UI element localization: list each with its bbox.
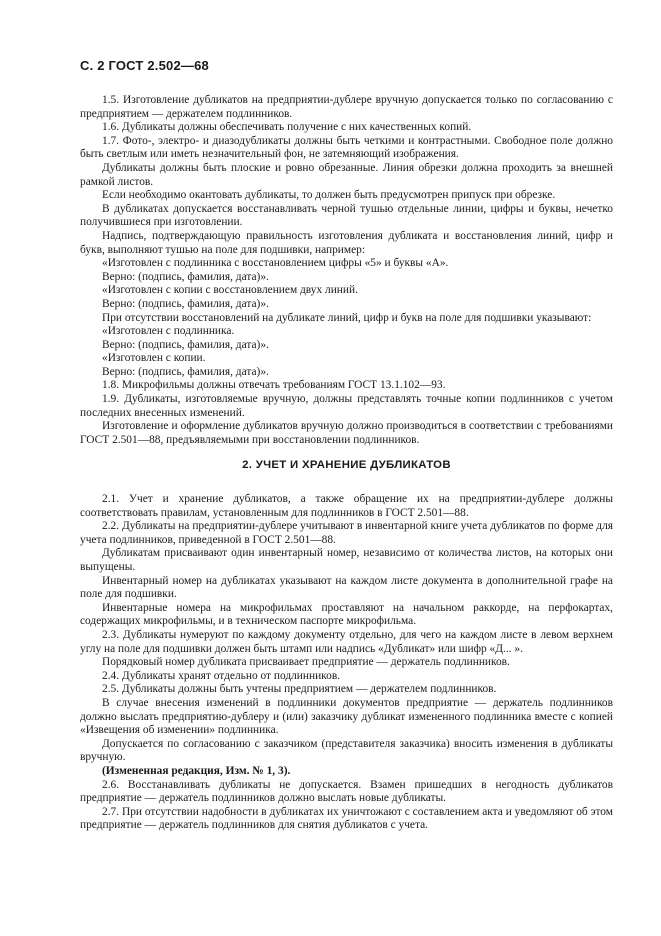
paragraph: В случае внесения изменений в подлинники документов предприятие — держатель подлинников должно выслать предприятию-дублеру и (или) заказчику дубликат измененного подлинника вместе с копией «Извещения об изменении» подлинника. — [80, 696, 613, 737]
paragraph: Инвентарные номера на микрофильмах проставляют на начальном раккорде, на перфокартах, содержащих микрофильмы, и в техническом паспорте микрофильма. — [80, 601, 613, 628]
running-head: С. 2 ГОСТ 2.502—68 — [80, 58, 209, 73]
paragraph: 1.9. Дубликаты, изготовляемые вручную, должны представлять точные копии подлинников с учетом последних внесенных изменений. — [80, 393, 613, 419]
paragraph: 2.1. Учет и хранение дубликатов, а также обращение их на предприятии-дублере должны соответствовать правилам, установленным для подлинников в ГОСТ 2.501—88. — [80, 493, 613, 519]
paragraph: Изготовление и оформление дубликатов вручную должно производиться в соответствии с требованиями ГОСТ 2.501—88, предъявляемыми при восстановлении подлинников. — [80, 420, 613, 446]
paragraph: Инвентарный номер на дубликатах указывают на каждом листе документа в дополнительной графе на поле для подшивки. — [80, 574, 613, 601]
amendment-note: (Измененная редакция, Изм. № 1, 3). — [102, 764, 291, 777]
example-line: «Изготовлен с копии с восстановлением двух линий. — [102, 284, 358, 297]
paragraph: Дубликаты должны быть плоские и ровно обрезанные. Линия обрезки должна проходить за внешней рамкой листов. — [80, 161, 613, 188]
paragraph: 2.7. При отсутствии надобности в дубликатах их уничтожают с составлением акта и уведомляют об этом предприятие — держатель подлинников для снятия дубликатов с учета. — [80, 805, 613, 832]
paragraph: Порядковый номер дубликата присваивает предприятие — держатель подлинников. — [102, 656, 510, 669]
example-line: «Изготовлен с подлинника с восстановлением цифры «5» и буквы «А». — [102, 257, 449, 270]
example-line: Верно: (подпись, фамилия, дата)». — [102, 338, 269, 351]
paragraph: При отсутствии восстановлений на дубликате линий, цифр и букв на поле для подшивки указывают: — [102, 311, 592, 324]
paragraph: Дубликатам присваивают один инвентарный номер, независимо от количества листов, на которых они выпущены. — [80, 547, 613, 573]
paragraph: 2.3. Дубликаты нумеруют по каждому документу отдельно, для чего на каждом листе в левом верхнем углу на поле для подшивки должен быть штамп или надпись «Дубликат» или шифр «Д... ». — [80, 628, 613, 655]
paragraph: Допускается по согласованию с заказчиком (представителя заказчика) вносить изменения в дубликаты вручную. — [80, 737, 613, 764]
paragraph: В дубликатах допускается восстанавливать черной тушью отдельные линии, цифры и буквы, нечетко получившиеся при изготовлении. — [80, 202, 613, 229]
paragraph: 2.5. Дубликаты должны быть учтены предприятием — держателем подлинников. — [102, 683, 497, 696]
example-line: «Изготовлен с копии. — [102, 352, 206, 365]
paragraph: Если необходимо окантовать дубликаты, то должен быть предусмотрен припуск при обрезке. — [102, 189, 556, 202]
paragraph: 1.8. Микрофильмы должны отвечать требованиям ГОСТ 13.1.102—93. — [102, 379, 446, 392]
example-line: Верно: (подпись, фамилия, дата)». — [102, 270, 269, 283]
document-body — [80, 94, 613, 833]
paragraph: Надпись, подтверждающую правильность изготовления дубликата и восстановления линий, цифр и букв, выполняют тушью на поле для подшивки, например: — [80, 229, 613, 256]
paragraph: 1.7. Фото-, электро- и диазодубликаты должны быть четкими и контрастными. Свободное поле должно быть светлым или иметь незначительный фон, не затемняющий изображения. — [80, 134, 613, 161]
example-line: Верно: (подпись, фамилия, дата)». — [102, 365, 269, 378]
section-title: 2. УЧЕТ И ХРАНЕНИЕ ДУБЛИКАТОВ — [242, 459, 451, 472]
paragraph: 2.6. Восстанавливать дубликаты не допускается. Взамен пришедших в негодность дубликатов предприятие — держатель подлинников должно выслать новые дубликаты. — [80, 778, 613, 805]
paragraph: 1.6. Дубликаты должны обеспечивать получение с них качественных копий. — [102, 121, 472, 134]
example-line: Верно: (подпись, фамилия, дата)». — [102, 297, 269, 310]
paragraph: 2.2. Дубликаты на предприятии-дублере учитывают в инвентарной книге учета дубликатов по форме для учета подлинников, приведенной в ГОСТ 2.501—88. — [80, 520, 613, 546]
paragraph: 1.5. Изготовление дубликатов на предприятии-дублере вручную допускается только по согласованию с предприятием — держателем подлинников. — [80, 94, 613, 120]
example-line: «Изготовлен с подлинника. — [102, 325, 235, 338]
paragraph: 2.4. Дубликаты хранят отдельно от подлинников. — [102, 669, 341, 682]
